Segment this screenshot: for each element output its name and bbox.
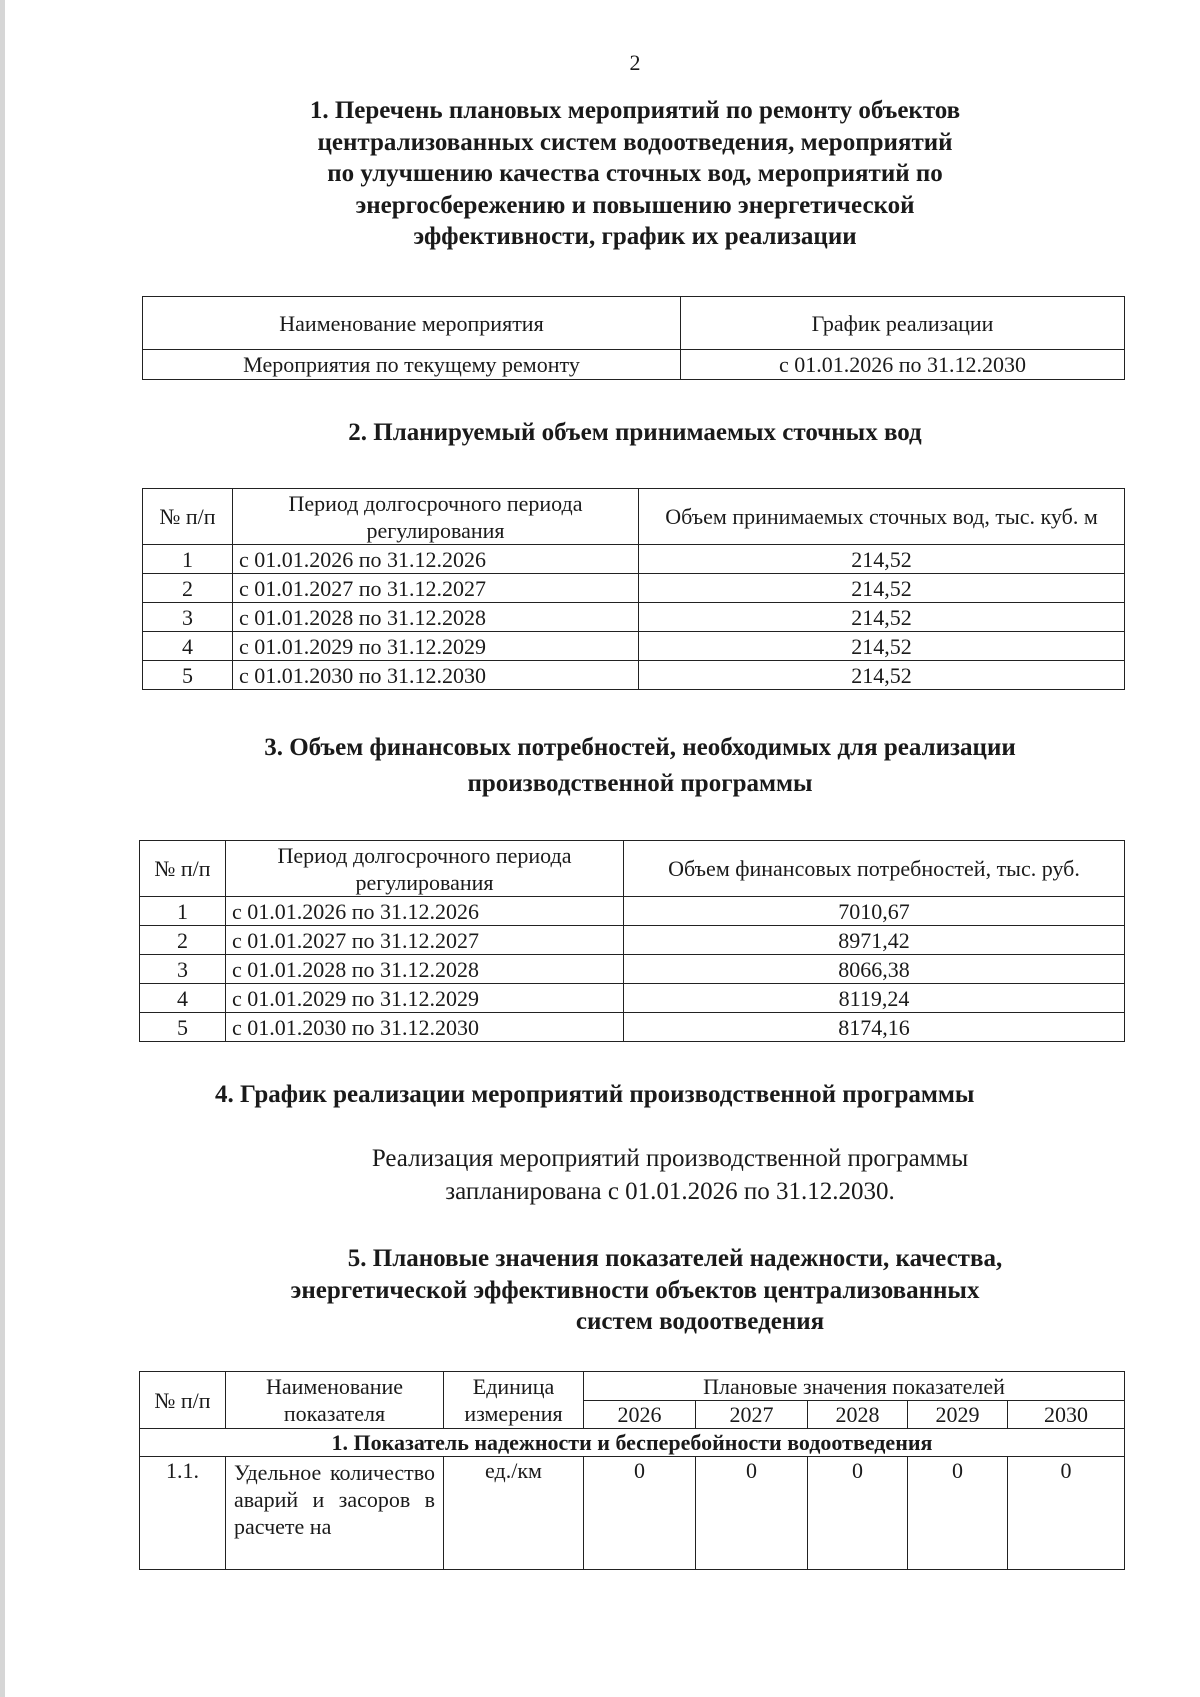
header-financial-needs: Объем финансовых потребностей, тыс. руб. <box>624 841 1125 897</box>
section3-table <box>139 840 1125 1042</box>
header-row-number: № п/п <box>140 1372 226 1429</box>
row-period: с 01.01.2030 по 31.12.2030 <box>226 1013 624 1042</box>
header-year: 2028 <box>808 1401 908 1429</box>
section5-table <box>139 1371 1125 1570</box>
row-period: с 01.01.2027 по 31.12.2027 <box>226 926 624 955</box>
row-number: 5 <box>143 661 233 690</box>
header-unit: Единица измерения <box>444 1372 584 1429</box>
row-volume: 214,52 <box>639 661 1125 690</box>
table-row <box>143 632 1125 661</box>
section5-title-line: систем водоотведения <box>575 1308 825 1335</box>
section1-title-line: энергосбережению и повышению энергетической <box>355 191 915 219</box>
section5-title-line: энергетической эффективности объектов централизованных <box>290 1276 980 1304</box>
row-period: с 01.01.2029 по 31.12.2029 <box>233 632 639 661</box>
table-row <box>140 897 1125 926</box>
row-amount: 8174,16 <box>624 1013 1125 1042</box>
section3-title-line: производственной программы <box>467 769 813 797</box>
table-row <box>143 603 1125 632</box>
row-number: 3 <box>140 955 226 984</box>
section1-title <box>130 95 1140 253</box>
row-volume: 214,52 <box>639 632 1125 661</box>
header-planned-values: Плановые значения показателей <box>584 1372 1125 1401</box>
section1-title-line: 1. Перечень плановых мероприятий по ремонту объектов <box>309 97 961 124</box>
row-amount: 8066,38 <box>624 955 1125 984</box>
header-period: Период долгосрочного периода регулирования <box>233 489 639 545</box>
header-schedule: График реализации <box>681 297 1125 350</box>
row-period: с 01.01.2030 по 31.12.2030 <box>233 661 639 690</box>
section4-text <box>230 1142 1110 1208</box>
row-volume: 214,52 <box>639 545 1125 574</box>
section1-title-line: централизованных систем водоотведения, мероприятий <box>317 128 953 156</box>
header-year: 2026 <box>584 1401 696 1429</box>
page-number: 2 <box>629 50 641 75</box>
row-value: 0 <box>808 1457 908 1570</box>
section3-title-line: 3. Объем финансовых потребностей, необходимых для реализации <box>264 734 1016 761</box>
activity-name: Мероприятия по текущему ремонту <box>143 350 681 380</box>
row-number: 2 <box>143 574 233 603</box>
row-period: с 01.01.2028 по 31.12.2028 <box>233 603 639 632</box>
row-number: 1 <box>140 897 226 926</box>
row-unit: ед./км <box>444 1457 584 1570</box>
row-number: 4 <box>140 984 226 1013</box>
table-row <box>140 955 1125 984</box>
row-number: 3 <box>143 603 233 632</box>
section3-title <box>40 732 1200 799</box>
row-value: 0 <box>908 1457 1008 1570</box>
section1-table <box>142 296 1125 380</box>
table-row <box>140 984 1125 1013</box>
row-number: 2 <box>140 926 226 955</box>
header-row-number: № п/п <box>140 841 226 897</box>
table-row <box>143 545 1125 574</box>
section1-title-line: эффективности, график их реализации <box>413 223 857 250</box>
table-row <box>140 926 1125 955</box>
scan-edge <box>0 0 5 1697</box>
row-volume: 214,52 <box>639 574 1125 603</box>
section1-title-line: по улучшению качества сточных вод, мероприятий по <box>327 160 943 187</box>
section2-table <box>142 488 1125 690</box>
header-year: 2029 <box>908 1401 1008 1429</box>
group-title: 1. Показатель надежности и бесперебойности водоотведения <box>140 1429 1125 1457</box>
header-activity-name: Наименование мероприятия <box>143 297 681 350</box>
section4-text-line: запланирована с 01.01.2026 по 31.12.2030. <box>445 1178 895 1205</box>
row-amount: 7010,67 <box>624 897 1125 926</box>
row-number: 1.1. <box>140 1457 226 1570</box>
header-volume: Объем принимаемых сточных вод, тыс. куб. м <box>639 489 1125 545</box>
row-period: с 01.01.2029 по 31.12.2029 <box>226 984 624 1013</box>
row-number: 5 <box>140 1013 226 1042</box>
section2-title: 2. Планируемый объем принимаемых сточных вод <box>348 419 922 446</box>
section4-title: 4. График реализации мероприятий производственной программы <box>215 1081 975 1108</box>
row-volume: 214,52 <box>639 603 1125 632</box>
header-indicator-name: Наименование показателя <box>226 1372 444 1429</box>
header-period: Период долгосрочного периода регулирования <box>226 841 624 897</box>
table-row <box>140 1013 1125 1042</box>
table-row <box>140 1457 1125 1570</box>
row-value: 0 <box>696 1457 808 1570</box>
row-number: 4 <box>143 632 233 661</box>
table-row <box>143 574 1125 603</box>
header-row-number: № п/п <box>143 489 233 545</box>
header-year: 2027 <box>696 1401 808 1429</box>
row-value: 0 <box>584 1457 696 1570</box>
row-number: 1 <box>143 545 233 574</box>
activity-schedule: с 01.01.2026 по 31.12.2030 <box>681 350 1125 380</box>
row-period: с 01.01.2027 по 31.12.2027 <box>233 574 639 603</box>
section5-title-line: 5. Плановые значения показателей надежности, качества, <box>347 1245 1003 1272</box>
row-amount: 8119,24 <box>624 984 1125 1013</box>
header-year: 2030 <box>1008 1401 1125 1429</box>
section4-text-line: Реализация мероприятий производственной программы <box>371 1145 969 1172</box>
section5-title <box>130 1243 1140 1338</box>
row-period: с 01.01.2028 по 31.12.2028 <box>226 955 624 984</box>
row-period: с 01.01.2026 по 31.12.2026 <box>226 897 624 926</box>
row-period: с 01.01.2026 по 31.12.2026 <box>233 545 639 574</box>
row-indicator-name: Удельное количество аварий и засоров в расчете на <box>226 1457 444 1570</box>
row-value: 0 <box>1008 1457 1125 1570</box>
table-row <box>143 661 1125 690</box>
row-amount: 8971,42 <box>624 926 1125 955</box>
